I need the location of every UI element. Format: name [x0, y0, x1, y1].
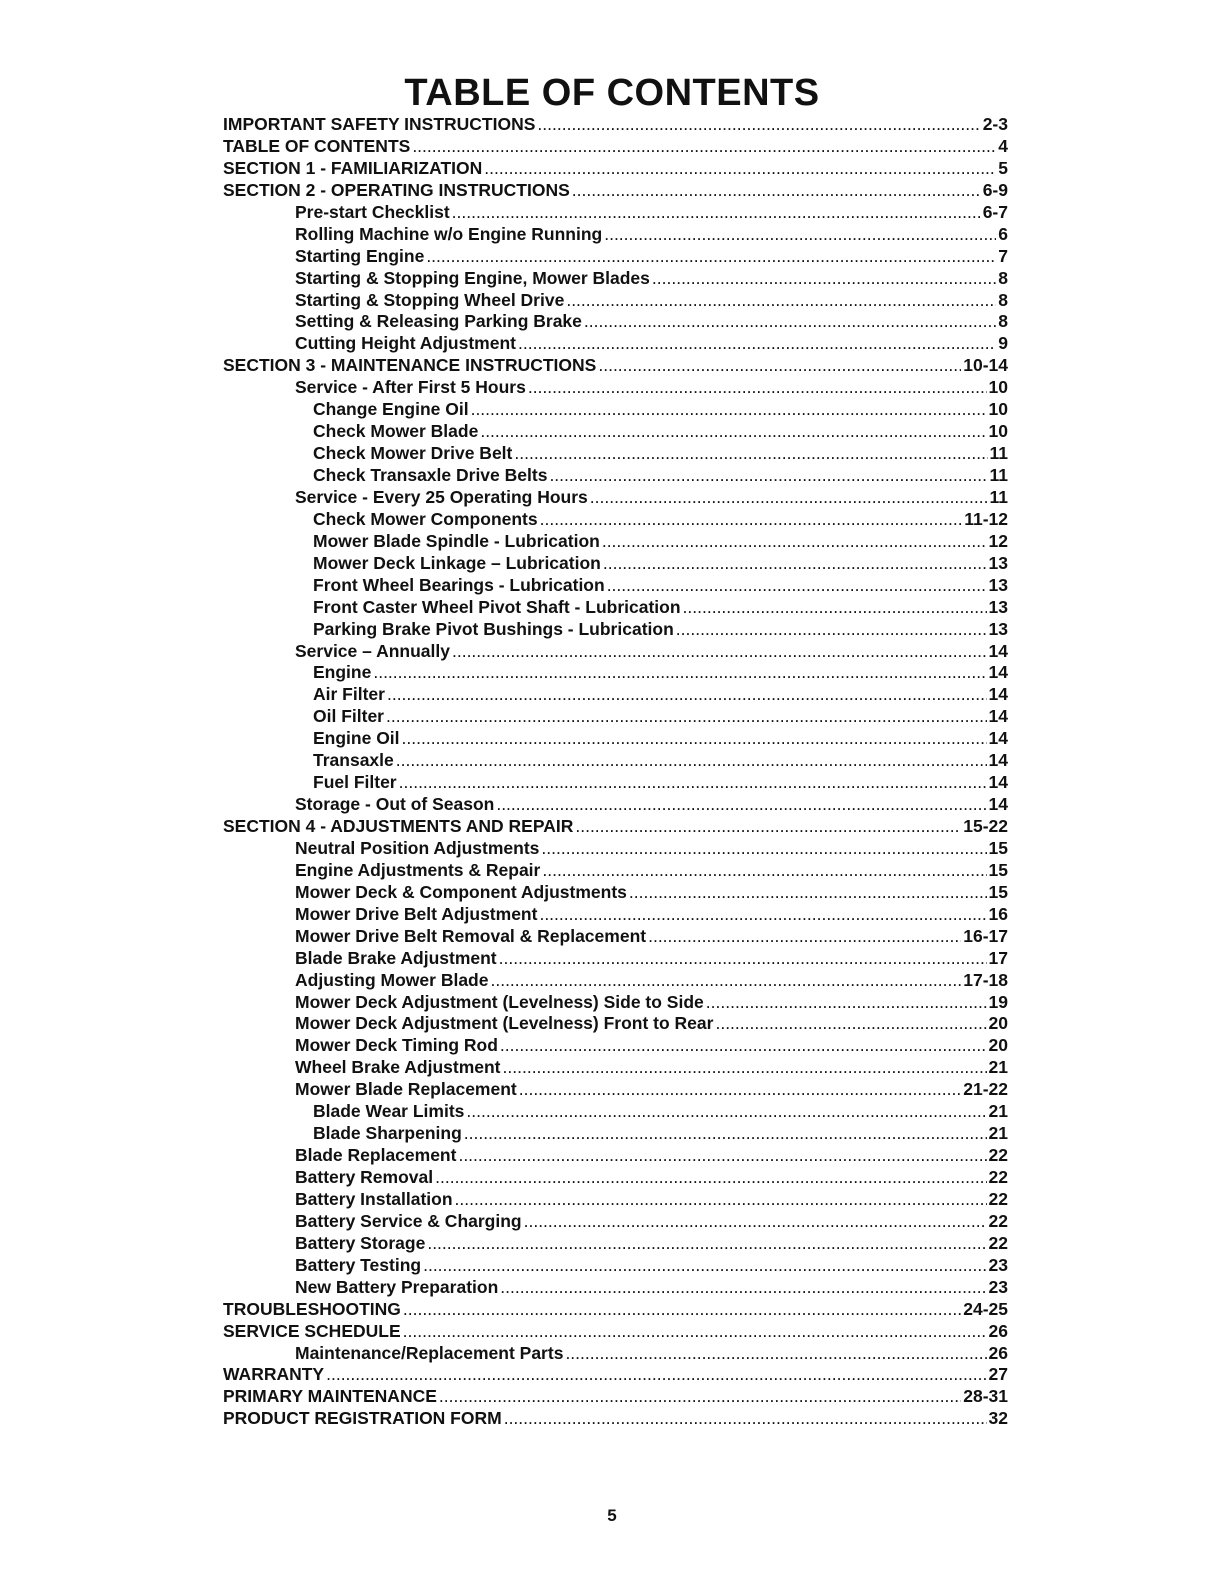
toc-entry-page: 14 — [988, 728, 1008, 749]
toc-entry-page: 23 — [988, 1254, 1008, 1275]
toc-entry-label: Mower Blade Spindle - Lubrication — [313, 530, 600, 551]
dot-leader — [572, 180, 981, 201]
toc-entry-label: SECTION 1 - FAMILIARIZATION — [223, 157, 483, 178]
toc-entry — [223, 355, 1008, 377]
toc-entry-page: 14 — [988, 794, 1008, 815]
toc-entry-label: Engine Oil — [313, 728, 400, 749]
page-title: TABLE OF CONTENTS — [404, 72, 820, 114]
dot-leader — [504, 1408, 987, 1429]
toc-entry-label: Cutting Height Adjustment — [295, 333, 516, 354]
toc-entry — [223, 1145, 1008, 1167]
dot-leader — [598, 355, 961, 376]
dot-leader — [602, 531, 987, 552]
dot-leader — [683, 597, 987, 618]
toc-entry — [223, 619, 1008, 641]
toc-entry — [223, 553, 1008, 575]
dot-leader — [607, 575, 987, 596]
toc-entry-page: 14 — [988, 662, 1008, 683]
toc-entry — [223, 311, 1008, 333]
toc-entry-label: Pre-start Checklist — [295, 201, 450, 222]
toc-entry-page: 10 — [988, 377, 1008, 398]
dot-leader — [471, 399, 987, 420]
toc-entry-label: Front Wheel Bearings - Lubrication — [313, 574, 605, 595]
dot-leader — [435, 1167, 986, 1188]
toc-entry-page: 13 — [988, 618, 1008, 639]
toc-entry-label: Blade Brake Adjustment — [295, 947, 497, 968]
toc-entry — [223, 114, 1008, 136]
toc-entry — [223, 290, 1008, 312]
toc-entry — [223, 1123, 1008, 1145]
dot-leader — [519, 1079, 962, 1100]
toc-entry-page: 6 — [998, 223, 1008, 244]
toc-entry — [223, 838, 1008, 860]
toc-entry-label: Fuel Filter — [313, 772, 397, 793]
toc-entry — [223, 1079, 1008, 1101]
toc-entry — [223, 1167, 1008, 1189]
toc-entry-label: Check Mower Drive Belt — [313, 443, 513, 464]
dot-leader — [386, 706, 987, 727]
dot-leader — [706, 992, 987, 1013]
dot-leader — [500, 1035, 987, 1056]
dot-leader — [549, 465, 987, 486]
page-number: 5 — [607, 1506, 617, 1525]
toc-entry-page: 8 — [998, 289, 1008, 310]
toc-entry-label: Mower Drive Belt Adjustment — [295, 903, 538, 924]
dot-leader — [439, 1386, 961, 1407]
dot-leader — [590, 487, 988, 508]
toc-entry — [223, 1233, 1008, 1255]
toc-entry-page: 11-12 — [964, 508, 1008, 529]
dot-leader — [566, 290, 996, 311]
toc-entry — [223, 662, 1008, 684]
toc-entry-page: 15 — [988, 859, 1008, 880]
toc-entry — [223, 1255, 1008, 1277]
toc-entry-page: 20 — [988, 1035, 1008, 1056]
dot-leader — [584, 311, 996, 332]
toc-entry-page: 14 — [988, 772, 1008, 793]
dot-leader — [500, 1277, 986, 1298]
toc-entry — [223, 860, 1008, 882]
dot-leader — [423, 1255, 986, 1276]
toc-entry-page: 24-25 — [963, 1298, 1008, 1319]
toc-entry-page: 32 — [988, 1408, 1008, 1429]
dot-leader — [466, 1101, 986, 1122]
toc-entry — [223, 1321, 1008, 1343]
toc-entry — [223, 597, 1008, 619]
toc-entry — [223, 992, 1008, 1014]
toc-entry — [223, 421, 1008, 443]
toc-entry — [223, 1057, 1008, 1079]
toc-entry — [223, 684, 1008, 706]
toc-entry-label: Blade Replacement — [295, 1145, 457, 1166]
dot-leader — [499, 948, 987, 969]
toc-entry-page: 21 — [988, 1123, 1008, 1144]
toc-entry-label: SECTION 4 - ADJUSTMENTS AND REPAIR — [223, 816, 574, 836]
toc-entry — [223, 1189, 1008, 1211]
toc-entry-page: 13 — [988, 574, 1008, 595]
toc-entry — [223, 1364, 1008, 1386]
toc-entry-label: PRIMARY MAINTENANCE — [223, 1386, 437, 1407]
toc-entry-label: IMPORTANT SAFETY INSTRUCTIONS — [223, 114, 536, 134]
toc-entry — [223, 575, 1008, 597]
toc-entry-label: SERVICE SCHEDULE — [223, 1320, 401, 1341]
toc-entry-label: Check Mower Components — [313, 508, 538, 529]
toc-entry-page: 11 — [989, 465, 1008, 485]
toc-entry-page: 15 — [988, 837, 1008, 858]
toc-entry-label: Transaxle — [313, 750, 394, 771]
toc-entry — [223, 904, 1008, 926]
toc-entry-label: Mower Deck & Component Adjustments — [295, 881, 627, 902]
dot-leader — [373, 662, 986, 683]
dot-leader — [514, 443, 987, 464]
toc-entry-page: 23 — [988, 1276, 1008, 1297]
toc-entry-label: Front Caster Wheel Pivot Shaft - Lubrication — [313, 596, 681, 617]
toc-entry-page: 17 — [988, 947, 1008, 968]
toc-entry-page: 11 — [989, 443, 1008, 464]
dot-leader — [503, 1057, 987, 1078]
table-of-contents — [223, 114, 1008, 1430]
toc-entry — [223, 180, 1008, 202]
toc-entry-label: Oil Filter — [313, 706, 384, 727]
dot-leader — [458, 1145, 986, 1166]
toc-entry-label: Battery Installation — [295, 1188, 453, 1209]
dot-leader — [518, 333, 996, 354]
toc-entry-label: Battery Testing — [295, 1254, 422, 1275]
toc-entry-label: Wheel Brake Adjustment — [295, 1057, 501, 1078]
toc-entry-page: 22 — [988, 1210, 1008, 1231]
toc-entry-page: 10-14 — [963, 355, 1008, 376]
toc-entry-label: Battery Service & Charging — [295, 1210, 522, 1231]
toc-entry-page: 28-31 — [963, 1386, 1008, 1407]
toc-entry-label: Mower Drive Belt Removal & Replacement — [295, 925, 647, 946]
toc-entry — [223, 531, 1008, 553]
dot-leader — [403, 1321, 987, 1342]
toc-entry-label: Mower Deck Linkage – Lubrication — [313, 552, 601, 573]
toc-entry — [223, 158, 1008, 180]
dot-leader — [629, 882, 987, 903]
dot-leader — [452, 202, 981, 223]
toc-entry-page: 15 — [988, 881, 1008, 902]
toc-entry — [223, 641, 1008, 663]
toc-entry — [223, 1408, 1008, 1430]
toc-entry — [223, 926, 1008, 948]
toc-entry-label: Battery Removal — [295, 1167, 434, 1187]
toc-entry-label: Service - After First 5 Hours — [295, 377, 526, 398]
toc-entry-label: Mower Blade Replacement — [295, 1079, 517, 1100]
toc-entry-page: 17-18 — [963, 969, 1008, 990]
toc-entry-page: 6-7 — [982, 201, 1008, 222]
toc-entry — [223, 443, 1008, 465]
toc-entry — [223, 202, 1008, 224]
toc-entry-label: Mower Deck Timing Rod — [295, 1035, 498, 1056]
toc-entry-label: TROUBLESHOOTING — [223, 1298, 401, 1319]
toc-entry — [223, 1386, 1008, 1408]
toc-entry-page: 15-22 — [963, 816, 1008, 836]
toc-entry — [223, 224, 1008, 246]
toc-entry-label: WARRANTY — [223, 1364, 325, 1385]
dot-leader — [537, 114, 980, 135]
dot-leader — [604, 224, 996, 245]
toc-entry — [223, 816, 1008, 838]
toc-entry-page: 13 — [988, 596, 1008, 617]
dot-leader — [648, 926, 961, 947]
toc-entry-page: 10 — [988, 399, 1008, 420]
toc-entry — [223, 794, 1008, 816]
dot-leader — [427, 1233, 986, 1254]
toc-entry — [223, 1013, 1008, 1035]
toc-entry — [223, 1299, 1008, 1321]
dot-leader — [539, 904, 986, 925]
dot-leader — [496, 794, 986, 815]
toc-entry-label: SECTION 3 - MAINTENANCE INSTRUCTIONS — [223, 355, 597, 376]
dot-leader — [455, 1189, 987, 1210]
dot-leader — [652, 268, 996, 289]
toc-entry-label: Air Filter — [313, 684, 385, 705]
toc-entry-label: Blade Wear Limits — [313, 1101, 465, 1122]
toc-entry-page: 20 — [988, 1013, 1008, 1034]
toc-entry — [223, 706, 1008, 728]
toc-entry-page: 14 — [988, 706, 1008, 727]
toc-entry-label: Starting Engine — [295, 245, 425, 266]
toc-entry-label: Rolling Machine w/o Engine Running — [295, 223, 603, 244]
toc-entry — [223, 948, 1008, 970]
toc-entry-page: 21 — [988, 1057, 1008, 1078]
toc-entry-label: Check Transaxle Drive Belts — [313, 465, 548, 485]
toc-entry-page: 8 — [998, 267, 1008, 288]
toc-entry-label: Engine Adjustments & Repair — [295, 859, 541, 880]
toc-entry — [223, 1101, 1008, 1123]
toc-entry — [223, 882, 1008, 904]
dot-leader — [426, 246, 996, 267]
dot-leader — [452, 641, 987, 662]
toc-entry-page: 27 — [988, 1364, 1008, 1385]
toc-entry-page: 26 — [988, 1342, 1008, 1363]
toc-entry-page: 14 — [988, 684, 1008, 705]
toc-entry-label: Neutral Position Adjustments — [295, 837, 540, 858]
dot-leader — [412, 136, 996, 157]
toc-entry-page: 22 — [988, 1145, 1008, 1166]
toc-entry — [223, 509, 1008, 531]
dot-leader — [528, 377, 987, 398]
toc-entry-label: Service - Every 25 Operating Hours — [295, 486, 588, 507]
toc-entry-page: 19 — [988, 991, 1008, 1012]
toc-entry-page: 8 — [998, 311, 1008, 332]
dot-leader — [402, 728, 987, 749]
toc-entry-page: 12 — [988, 530, 1008, 551]
dot-leader — [464, 1123, 987, 1144]
toc-entry-page: 16 — [988, 903, 1008, 924]
toc-entry — [223, 728, 1008, 750]
toc-entry — [223, 750, 1008, 772]
toc-entry-label: Mower Deck Adjustment (Levelness) Side to Side — [295, 991, 704, 1012]
dot-leader — [484, 158, 996, 179]
dot-leader — [387, 684, 987, 705]
toc-entry-label: New Battery Preparation — [295, 1276, 499, 1297]
toc-entry-label: Parking Brake Pivot Bushings - Lubrication — [313, 618, 674, 639]
toc-entry-page: 13 — [988, 552, 1008, 573]
toc-entry-label: TABLE OF CONTENTS — [223, 135, 411, 156]
dot-leader — [399, 772, 987, 793]
toc-entry — [223, 377, 1008, 399]
toc-entry — [223, 970, 1008, 992]
dot-leader — [676, 619, 987, 640]
dot-leader — [603, 553, 987, 574]
toc-entry — [223, 333, 1008, 355]
toc-entry-label: Change Engine Oil — [313, 399, 469, 420]
dot-leader — [575, 816, 961, 837]
toc-entry-label: Battery Storage — [295, 1232, 426, 1253]
toc-entry-page: 22 — [988, 1188, 1008, 1209]
toc-entry-page: 16-17 — [963, 925, 1008, 946]
toc-entry-label: Storage - Out of Season — [295, 794, 495, 815]
dot-leader — [326, 1364, 986, 1385]
toc-entry-page: 11 — [989, 486, 1008, 507]
dot-leader — [541, 838, 986, 859]
toc-entry-label: Blade Sharpening — [313, 1123, 462, 1144]
toc-entry-label: Check Mower Blade — [313, 421, 479, 442]
toc-entry-page: 5 — [998, 157, 1008, 178]
toc-entry-page: 9 — [998, 333, 1008, 354]
dot-leader — [396, 750, 987, 771]
toc-entry-page: 4 — [998, 135, 1008, 156]
toc-entry-label: Service – Annually — [295, 640, 450, 661]
toc-entry — [223, 246, 1008, 268]
toc-entry-label: PRODUCT REGISTRATION FORM — [223, 1408, 502, 1429]
toc-entry — [223, 399, 1008, 421]
dot-leader — [540, 509, 963, 530]
toc-entry-label: SECTION 2 - OPERATING INSTRUCTIONS — [223, 179, 570, 200]
toc-entry-label: Mower Deck Adjustment (Levelness) Front to Rear — [295, 1013, 714, 1034]
toc-entry — [223, 1211, 1008, 1233]
toc-entry-page: 26 — [988, 1320, 1008, 1341]
toc-entry — [223, 1277, 1008, 1299]
toc-entry-label: Engine — [313, 662, 372, 683]
dot-leader — [490, 970, 961, 991]
dot-leader — [480, 421, 986, 442]
dot-leader — [542, 860, 986, 881]
toc-entry-label: Setting & Releasing Parking Brake — [295, 311, 582, 332]
dot-leader — [565, 1343, 986, 1364]
toc-entry-label: Adjusting Mower Blade — [295, 969, 489, 990]
toc-entry — [223, 268, 1008, 290]
dot-leader — [524, 1211, 987, 1232]
toc-entry — [223, 136, 1008, 158]
toc-entry — [223, 1035, 1008, 1057]
toc-entry-page: 21-22 — [963, 1079, 1008, 1100]
toc-entry-label: Starting & Stopping Wheel Drive — [295, 289, 565, 310]
toc-entry — [223, 772, 1008, 794]
toc-entry-page: 21 — [988, 1101, 1008, 1122]
toc-entry-page: 22 — [988, 1232, 1008, 1253]
toc-entry-label: Maintenance/Replacement Parts — [295, 1342, 564, 1363]
toc-entry-page: 10 — [988, 421, 1008, 442]
dot-leader — [715, 1013, 986, 1034]
toc-entry — [223, 465, 1008, 487]
toc-entry-label: Starting & Stopping Engine, Mower Blades — [295, 267, 650, 288]
toc-entry — [223, 1343, 1008, 1365]
toc-entry — [223, 487, 1008, 509]
toc-entry-page: 14 — [988, 750, 1008, 771]
dot-leader — [403, 1299, 961, 1320]
toc-entry-page: 6-9 — [982, 179, 1008, 200]
toc-entry-page: 22 — [988, 1167, 1008, 1187]
toc-entry-page: 2-3 — [982, 114, 1008, 134]
toc-entry-page: 14 — [988, 640, 1008, 661]
toc-entry-page: 7 — [998, 245, 1008, 266]
